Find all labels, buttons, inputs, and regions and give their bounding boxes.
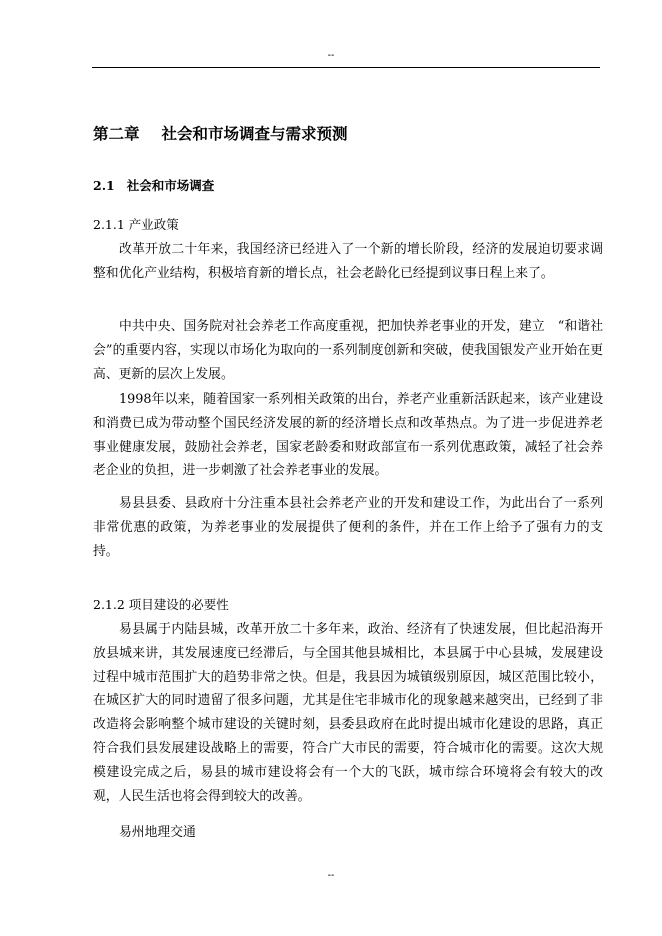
paragraph: 中共中央、国务院对社会养老工作高度重视，把加快养老事业的开发，建立 “和谐社会”的重要内容，实现以市场化为取向的一系列制度创新和突破，使我国银发产业开始在更高、更新的层次上发展。	[93, 319, 603, 382]
subsection-heading-industry-policy: 2.1.1 产业政策	[93, 217, 179, 232]
paragraph: 1998年以来，随着国家一系列相关政策的出台，养老产业重新活跃起来，该产业建设和消费已成为带动整个国民经济发展的新的经济增长点和改革热点。为了进一步促进养老事业健康发展，鼓励社会养老，国家老龄委和财政部宣布一系列优惠政策，减轻了社会养老企业的负担，进一步刺激了社会养老事业的发展。	[93, 392, 603, 479]
subsection-heading-necessity: 2.1.2 项目建设的必要性	[93, 597, 229, 612]
paragraph: 易县属于内陆县城，改革开放二十多年来，政治、经济有了快速发展，但比起沿海开放县城来讲，其发展速度已经滞后，与全国其他县城相比，本县属于中心县城，发展建设过程中城市范围扩大的趋势非常之快。但是，我县因为城镇级别原因，城区范围比较小，在城区扩大的同时遗留了很多问题，尤其是住宅非城市化的现象越来越突出，已经到了非改造将会影响整个城市建设的关键时刻，县委县政府在此时提出城市化建设的思路，真正符合我们县发展建设战略上的需要，符合广大市民的需要，符合城市化的需要。这次大规模建设完成之后，易县的城市建设将会有一个大的飞跃，城市综合环境将会有较大的改观，人民生活也将会得到较大的改善。	[93, 622, 603, 804]
chapter-number: 第二章	[93, 124, 140, 143]
chapter-heading	[93, 124, 348, 144]
section-heading	[93, 177, 214, 195]
trailing-heading-line: 易州地理交通	[119, 825, 196, 840]
chapter-title: 社会和市场调查与需求预测	[161, 124, 348, 143]
header-rule	[92, 67, 600, 68]
section-title: 社会和市场调查	[126, 178, 215, 193]
page-footer-mark: --	[327, 870, 335, 881]
paragraph: 改革开放二十年来，我国经济已经进入了一个新的增长阶段，经济的发展迫切要求调整和优化产业结构，积极培育新的增长点，社会老龄化已经提到议事日程上来了。	[93, 242, 603, 281]
section-number: 2.1	[93, 178, 115, 193]
page-header-mark: --	[327, 50, 335, 61]
paragraph: 易县县委、县政府十分注重本县社会养老产业的开发和建设工作，为此出台了一系列非常优惠的政策，为养老事业的发展提供了便利的条件，并在工作上给予了强有力的支持。	[93, 496, 603, 559]
